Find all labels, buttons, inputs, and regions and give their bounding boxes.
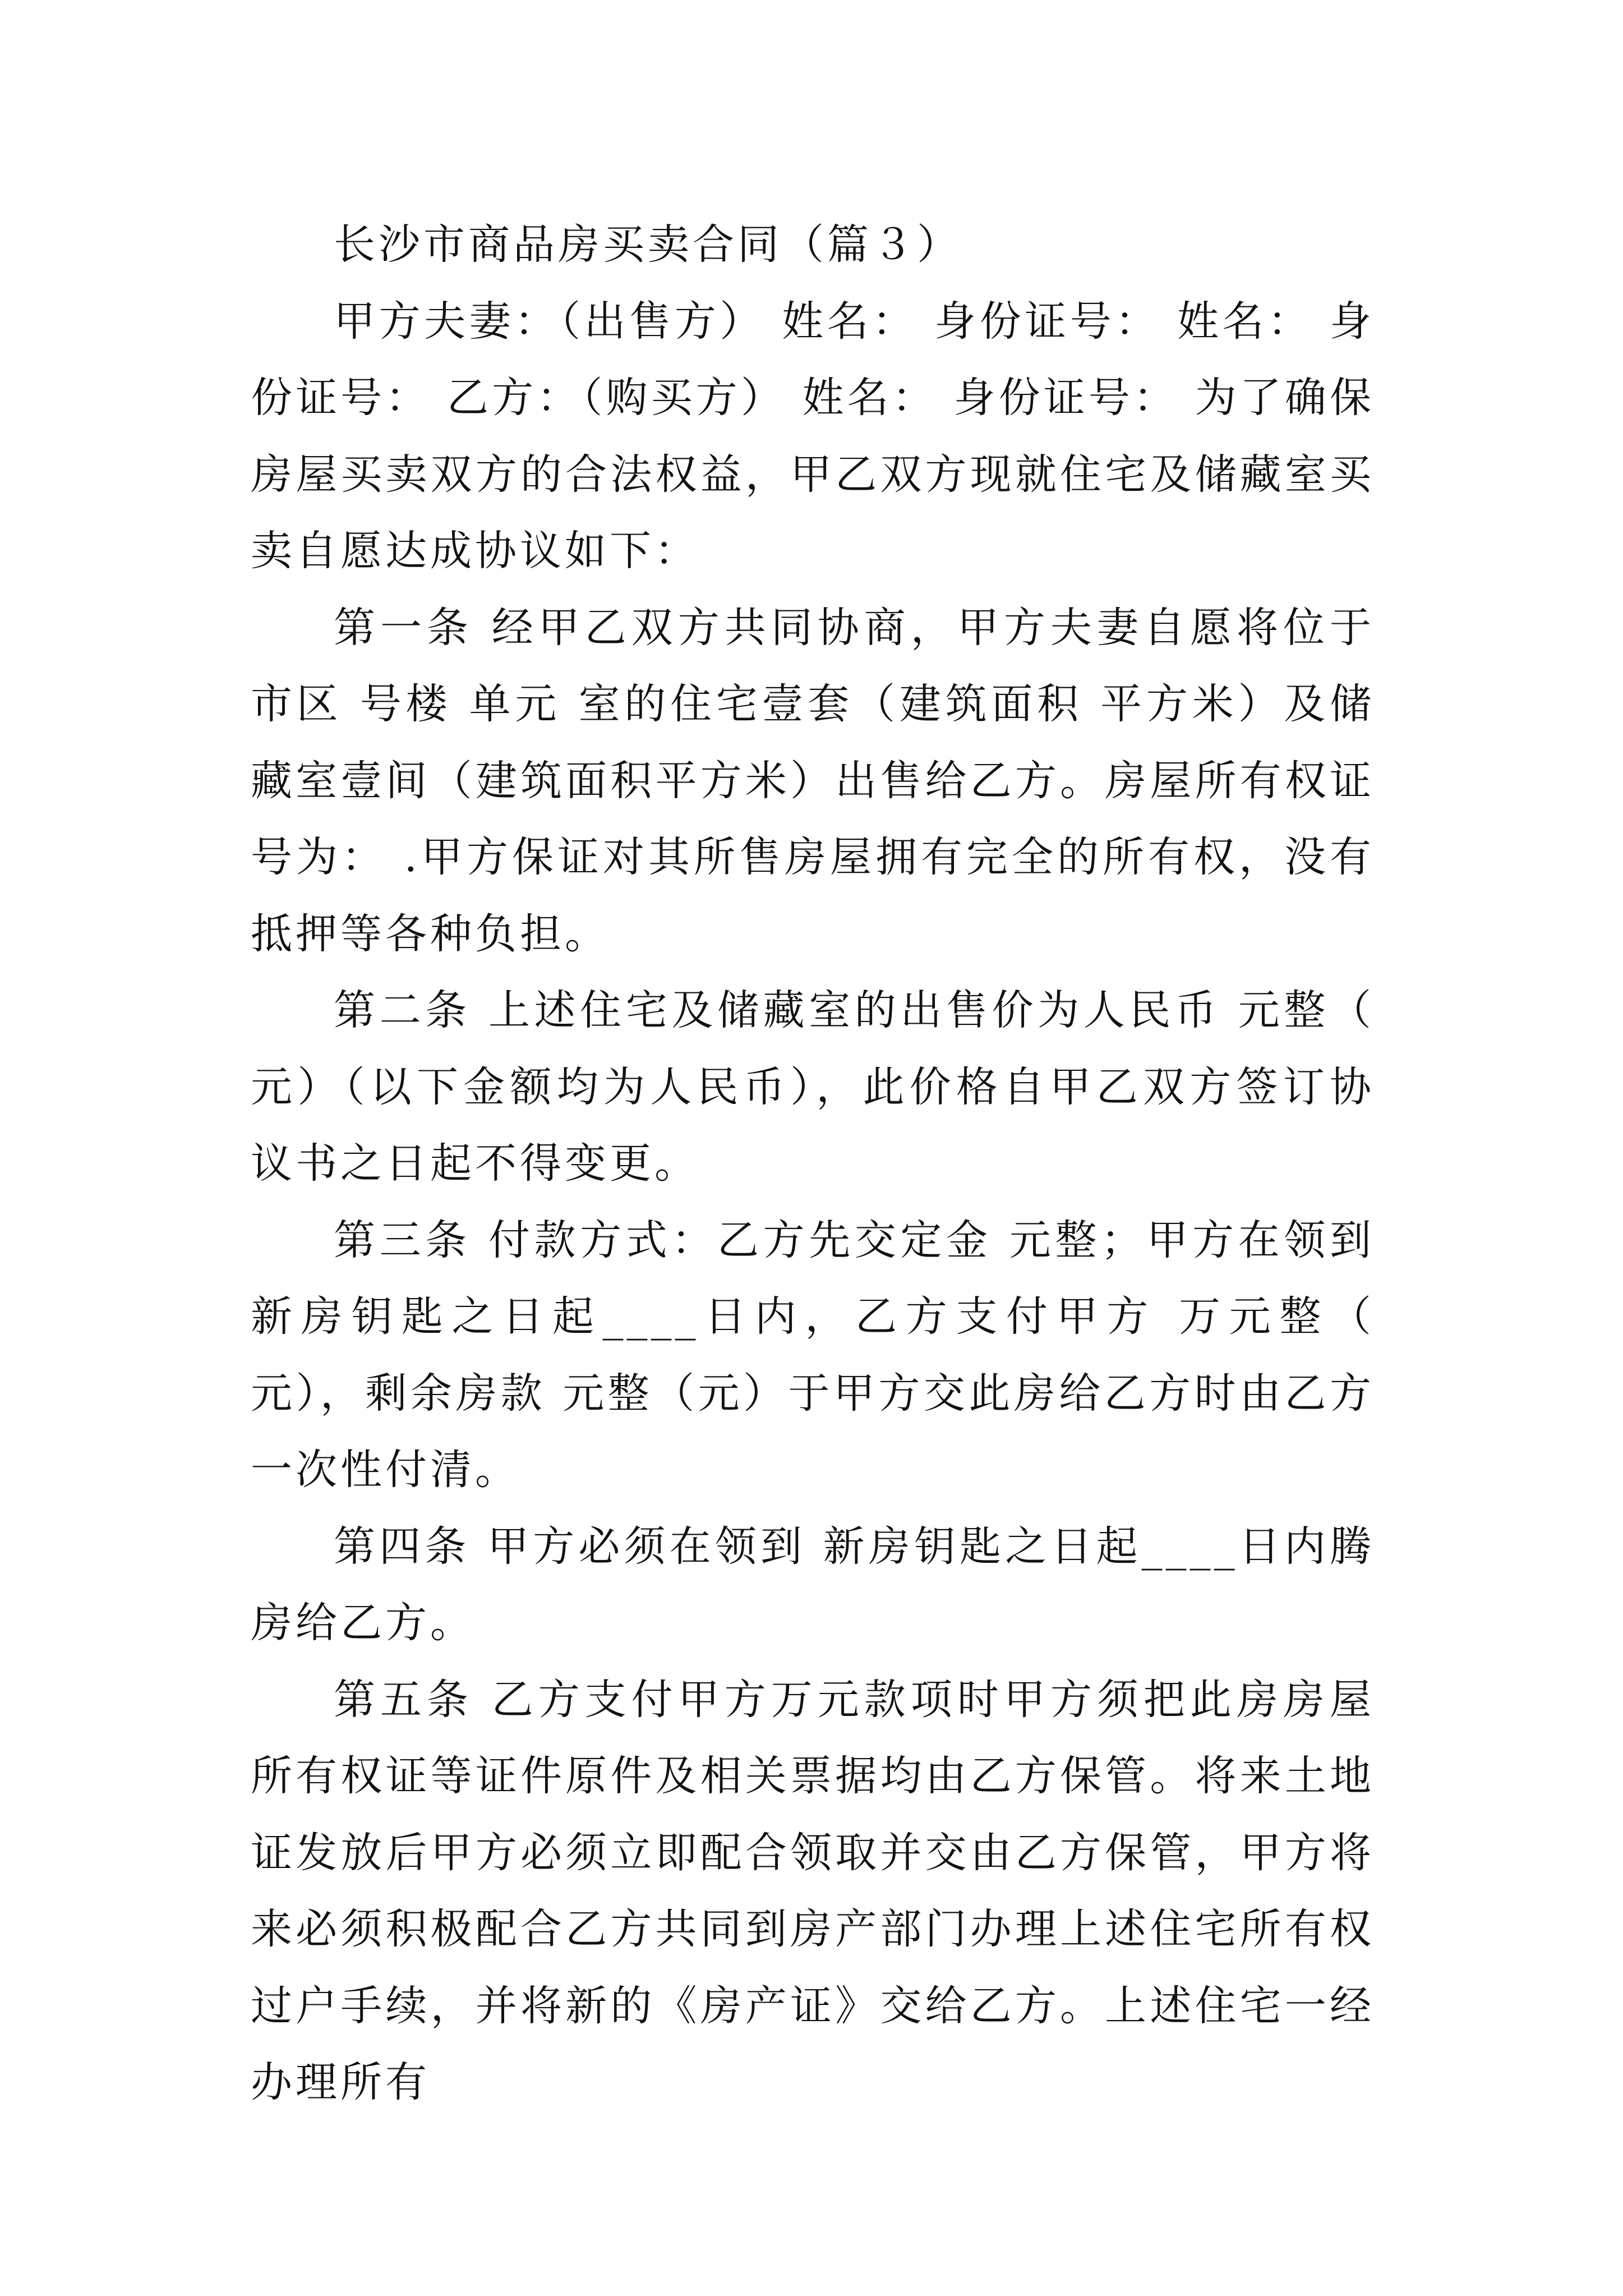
- paragraph-article-2: 第二条 上述住宅及储藏室的出售价为人民币 元整（ 元）（以下金额均为人民币），此价格自甲乙双方签订协议书之日起不得变更。: [251, 986, 1375, 1188]
- document-title: 长沙市商品房买卖合同（篇３）: [334, 220, 962, 269]
- paragraph-article-1: 第一条 经甲乙双方共同协商，甲方夫妻自愿将位于 市区 号楼 单元 室的住宅壹套（建筑面积 平方米）及储藏室壹间（建筑面积平方米）出售给乙方。房屋所有权证号为： .甲方保证对其所售房屋拥有完全的所有权，没有抵押等各种负担。: [251, 603, 1375, 958]
- paragraph-parties: 甲方夫妻：（出售方） 姓名： 身份证号： 姓名： 身份证号： 乙方：（购买方） 姓名： 身份证号： 为了确保房屋买卖双方的合法权益，甲乙双方现就住宅及储藏室买卖自愿达成协议如下：: [251, 297, 1375, 575]
- document-body: [251, 206, 1375, 2121]
- paragraph-article-4: 第四条 甲方必须在领到 新房钥匙之日起____日内腾房给乙方。: [251, 1522, 1375, 1647]
- paragraph-article-5: 第五条 乙方支付甲方万元款项时甲方须把此房房屋所有权证等证件原件及相关票据均由乙方保管。将来土地证发放后甲方必须立即配合领取并交由乙方保管，甲方将来必须积极配合乙方共同到房产部门办理上述住宅所有权过户手续，并将新的《房产证》交给乙方。上述住宅一经办理所有: [251, 1675, 1375, 2106]
- paragraph-article-3: 第三条 付款方式：乙方先交定金 元整；甲方在领到新房钥匙之日起____日内，乙方支付甲方 万元整（ 元），剩余房款 元整（元）于甲方交此房给乙方时由乙方一次性付清。: [251, 1216, 1375, 1494]
